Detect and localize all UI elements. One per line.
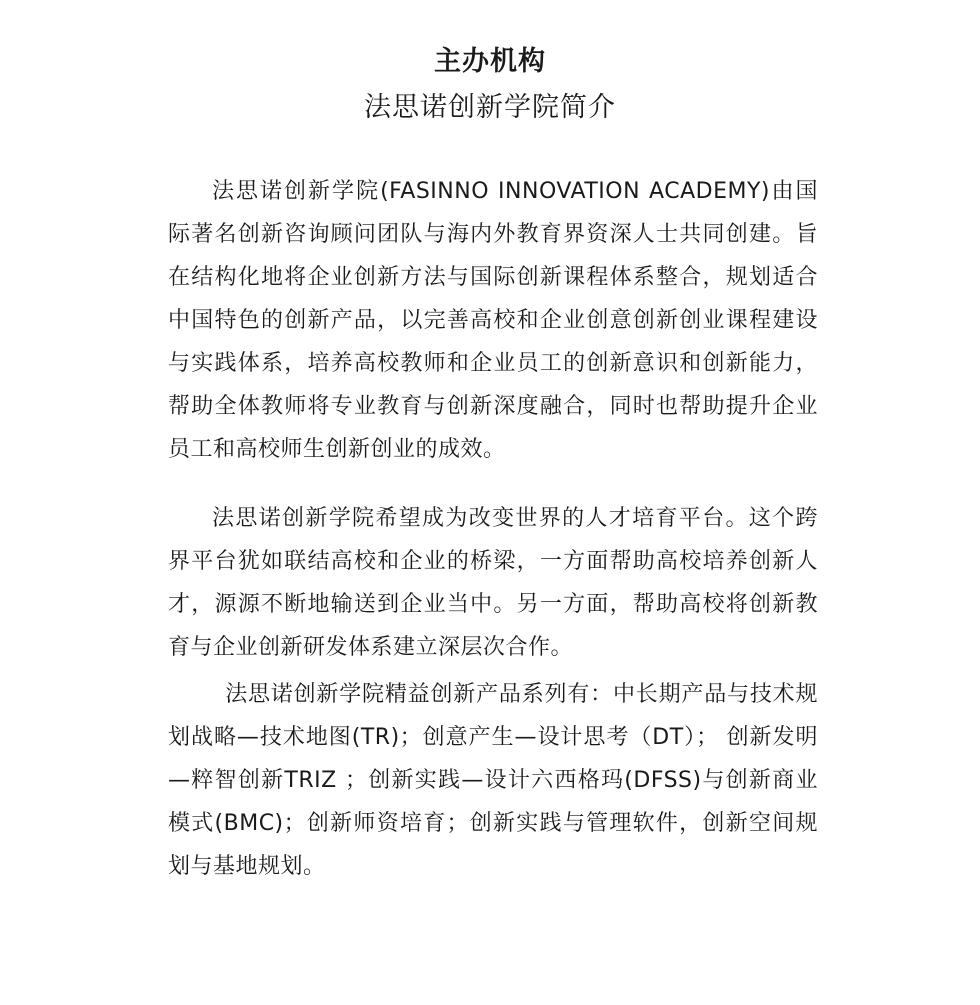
- section-title: 主办机构: [434, 46, 546, 77]
- article-body: [168, 170, 818, 888]
- paragraph-introduction: 法思诺创新学院(FASINNO INNOVATION ACADEMY)由国际著名创新咨询顾问团队与海内外教育界资深人士共同创建。旨在结构化地将企业创新方法与国际创新课程体系整合，规划适合中国特色的创新产品，以完善高校和企业创意创新创业课程建设与实践体系，培养高校教师和企业员工的创新意识和创新能力，帮助全体教师将专业教育与创新深度融合，同时也帮助提升企业员工和高校师生创新创业的成效。: [168, 179, 818, 462]
- paragraph-vision: 法思诺创新学院希望成为改变世界的人才培育平台。这个跨界平台犹如联结高校和企业的桥梁，一方面帮助高校培养创新人才，源源不断地输送到企业当中。另一方面，帮助高校将创新教育与企业创新研发体系建立深层次合作。: [168, 506, 818, 660]
- page-title: 法思诺创新学院简介: [364, 92, 616, 123]
- paragraph-product-series: 法思诺创新学院精益创新产品系列有：中长期产品与技术规划战略—技术地图(TR)；创意产生—设计思考（DT）； 创新发明—粹智创新TRIZ ；创新实践—设计六西格玛(DFSS)与创新商业模式(BMC)；创新师资培育；创新实践与管理软件，创新空间规划与基地规划。: [168, 682, 818, 879]
